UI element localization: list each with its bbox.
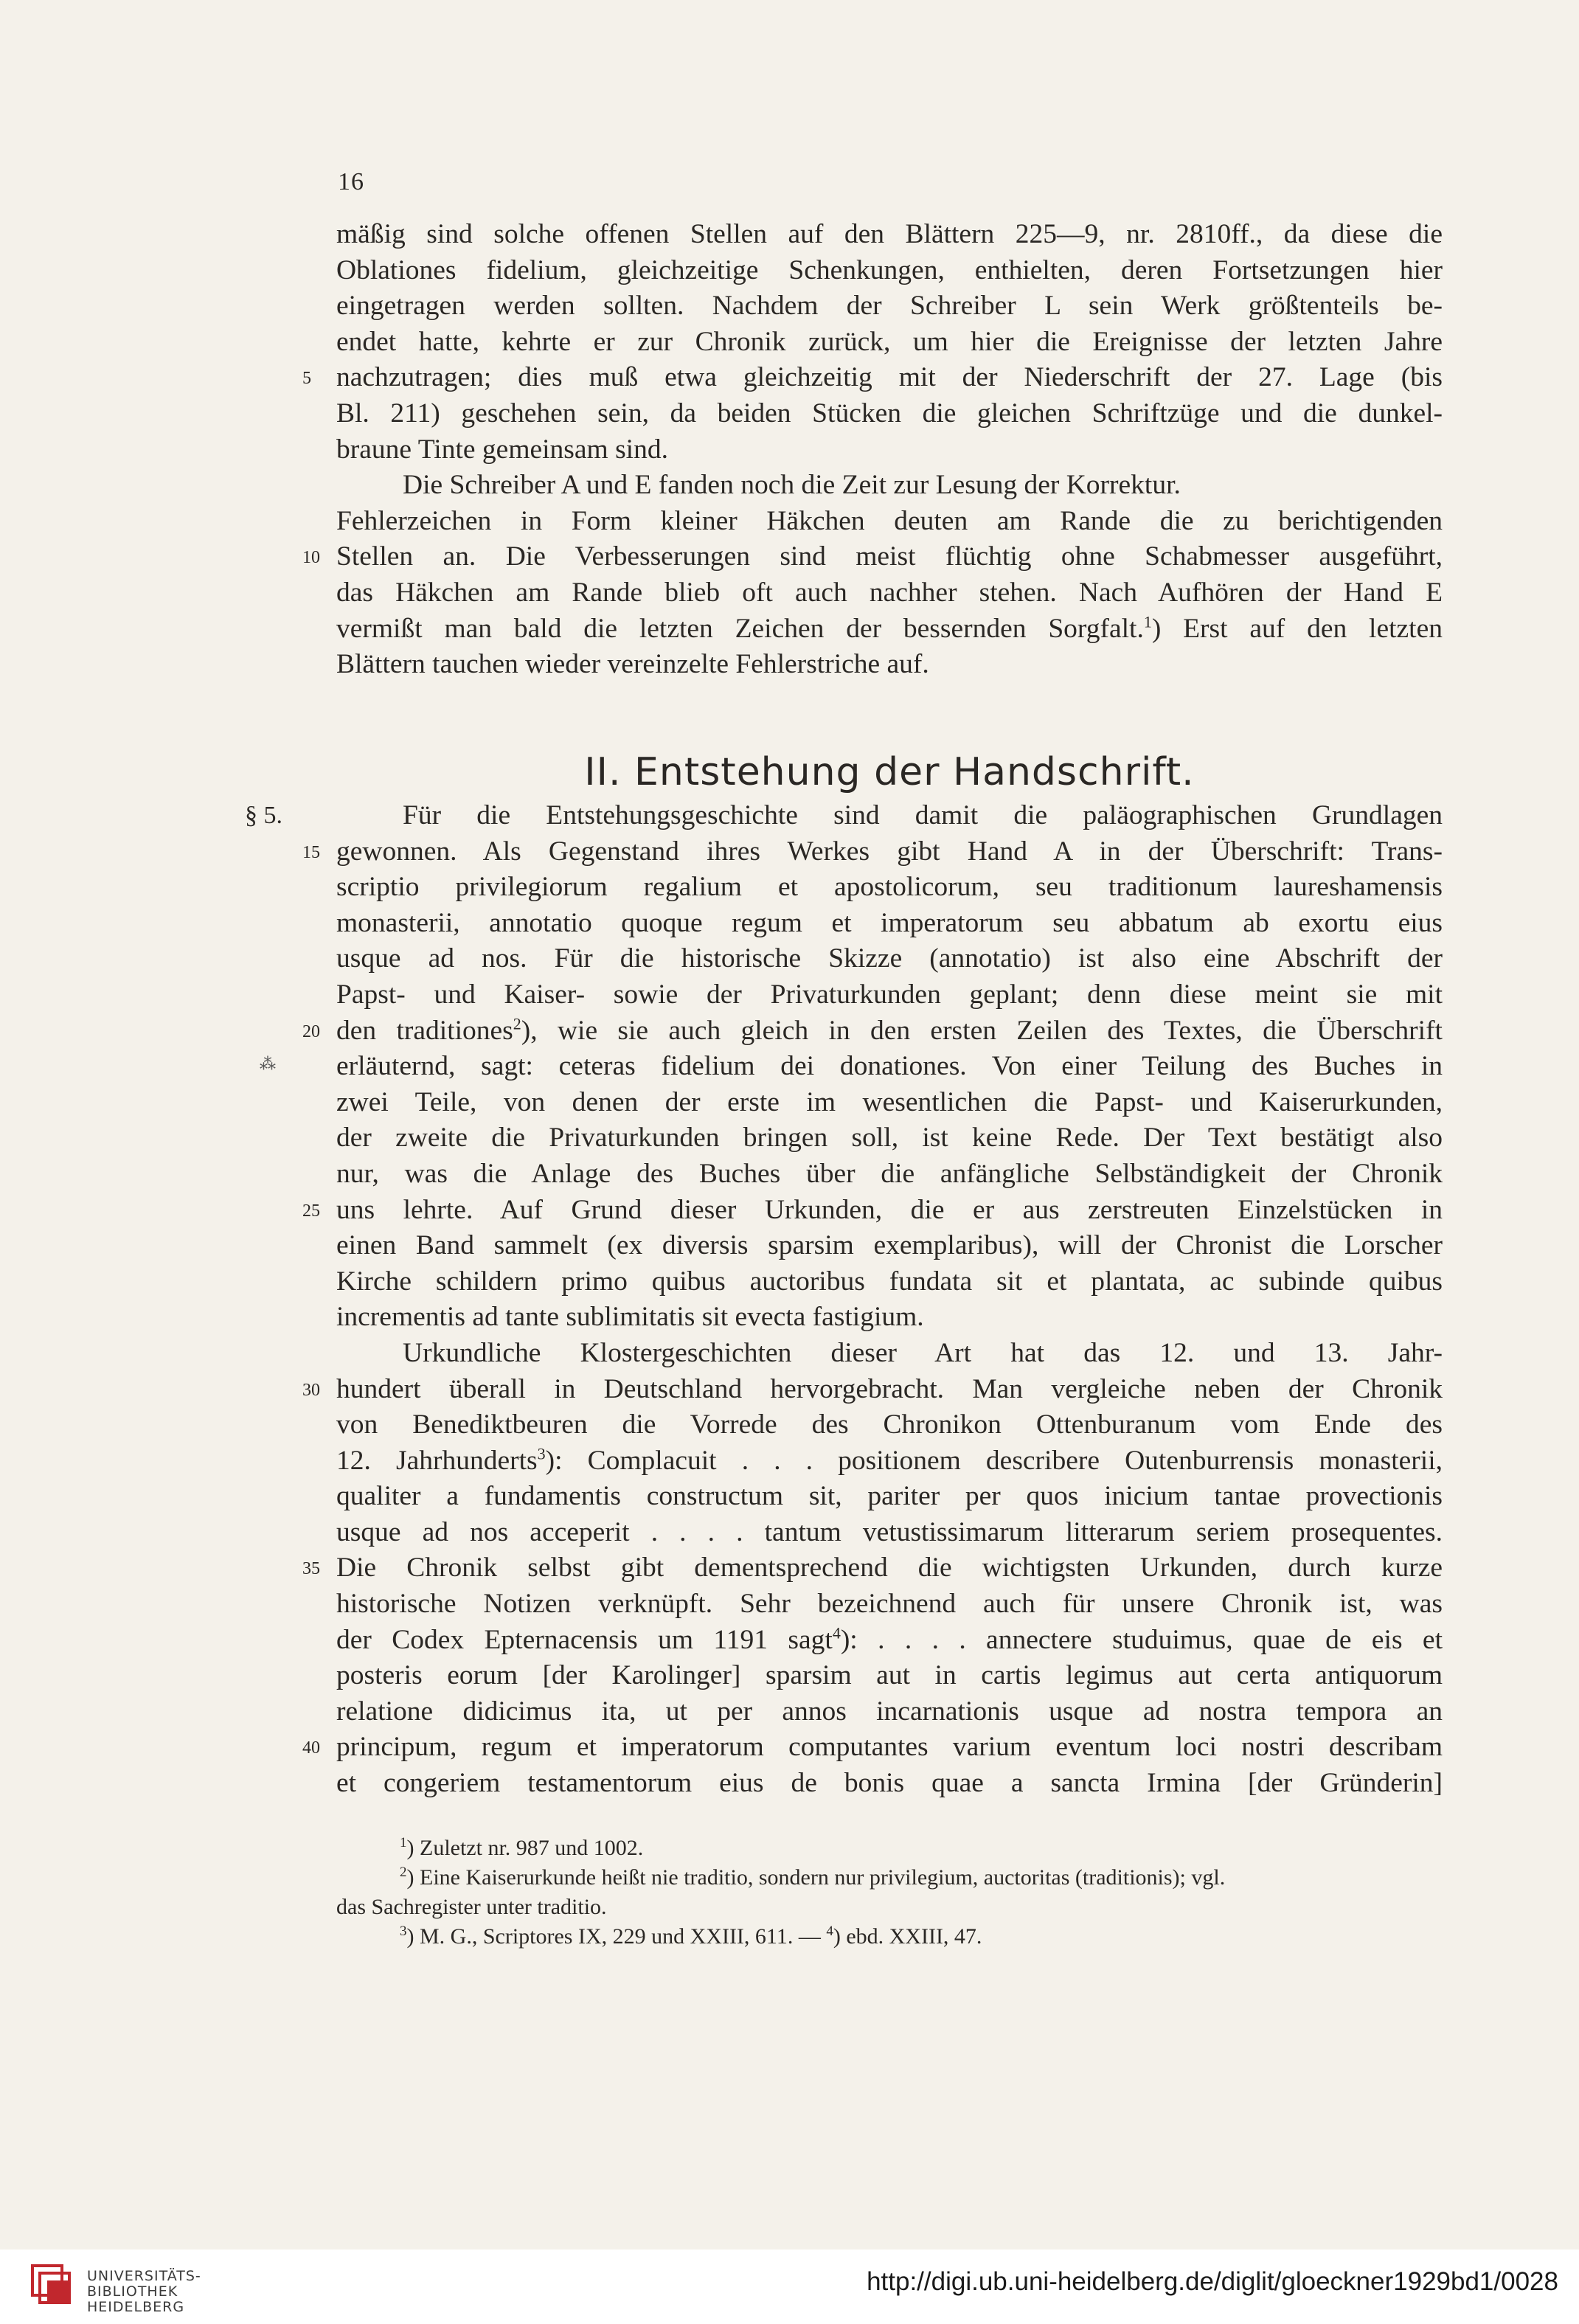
- text-line: nur, was die Anlage des Buches über die anfängliche Selbständigkeit der Chronik: [336, 1158, 1443, 1189]
- margin-arrow-icon: ⁂: [260, 1055, 276, 1073]
- footnote-ref: 1: [1143, 612, 1152, 631]
- text-line: 30 hundert überall in Deutschland hervorgebracht. Man vergleiche neben der Chronik: [336, 1372, 1443, 1408]
- text-line: relatione didicimus ita, ut per annos incarnationis usque ad nostra tempora an: [336, 1696, 1443, 1727]
- text-line: 40 principum, regum et imperatorum computantes varium eventum loci nostri describam: [336, 1730, 1443, 1766]
- text-line: 10 Stellen an. Die Verbesserungen sind meist flüchtig ohne Schabmesser ausgeführt,: [336, 539, 1443, 575]
- source-url-link[interactable]: http://digi.ub.uni-heidelberg.de/diglit/gloeckner1929bd1/0028: [867, 2267, 1558, 2296]
- viewer-footer: [0, 2250, 1579, 2324]
- text-line: Urkundliche Klostergeschichten dieser Art hat das 12. und 13. Jahr-: [403, 1337, 1443, 1368]
- page-number: 16: [338, 168, 364, 195]
- text-line: 15 gewonnen. Als Gegenstand ihres Werkes gibt Hand A in der Überschrift: Trans-: [336, 834, 1443, 870]
- text-line: vermißt man bald die letzten Zeichen der bessernden Sorgfalt.$^1$) Erst auf den letzten: [336, 612, 1443, 644]
- text-line: 35 Die Chronik selbst gibt dementsprechend die wichtigsten Urkunden, durch kurze: [336, 1550, 1443, 1586]
- text-line: Fehlerzeichen in Form kleiner Häkchen deuten am Rande die zu berichtigenden: [336, 505, 1443, 536]
- footnote-ref: 2: [513, 1014, 521, 1033]
- text-line: Für die Entstehungsgeschichte sind damit die paläographischen Grundlagen: [403, 800, 1443, 830]
- text-line: et congeriem testamentorum eius de bonis quae a sancta Irmina [der Gründerin]: [336, 1768, 1443, 1799]
- line-number: 5: [302, 369, 311, 389]
- text-line: Kirche schildern primo quibus auctoribus fundata sit et plantata, ac subinde quibus: [336, 1266, 1443, 1297]
- text-line: eingetragen werden sollten. Nachdem der Schreiber L sein Werk größtenteils be-: [336, 291, 1443, 322]
- text-line: der zweite die Privaturkunden bringen soll, ist keine Rede. Der Text bestätigt also: [336, 1123, 1443, 1154]
- text-line: 12. Jahrhunderts$^3$): Complacuit . . . positionem describere Outenburrensis monasterii,: [336, 1444, 1443, 1476]
- line-number: 10: [302, 548, 320, 568]
- text-line: Blättern tauchen wieder vereinzelte Fehlerstriche auf.: [336, 649, 929, 680]
- text-line: incrementis ad tante sublimitatis sit evecta fastigium.: [336, 1302, 924, 1333]
- line-number: 40: [302, 1738, 320, 1758]
- line-number: 20: [302, 1021, 320, 1041]
- text-line: 5 nachzutragen; dies muß etwa gleichzeitig mit der Niederschrift der 27. Lage (bis: [336, 360, 1443, 396]
- footnotes: [336, 1834, 1443, 1952]
- paragraph-1: [302, 217, 1443, 683]
- text-line: der Codex Epternacensis um 1191 sagt$^4$): . . . . annectere studuimus, quae de eis et: [336, 1623, 1443, 1655]
- text-line: mäßig sind solche offenen Stellen auf den Blättern 225—9, nr. 2810ff., da diese die: [336, 219, 1443, 249]
- text-line: Bl. 211) geschehen sein, da beiden Stücken die gleichen Schriftzüge und die dunkel-: [336, 398, 1443, 429]
- text-line: Die Schreiber A und E fanden noch die Zeit zur Lesung der Korrektur.: [403, 470, 1181, 501]
- footnote: das Sachregister unter traditio.: [336, 1895, 607, 1919]
- text-line: Oblationes fidelium, gleichzeitige Schenkungen, enthielten, deren Fortsetzungen hier: [336, 254, 1443, 285]
- footnote: $^2$) Eine Kaiserurkunde heißt nie traditio, sondern nur privilegium, auctoritas (traditionis); vgl.: [400, 1865, 1226, 1890]
- footnote-ref: 3: [537, 1444, 546, 1463]
- text-line: usque ad nos. Für die historische Skizze (annotatio) ist also eine Abschrift der: [336, 943, 1443, 974]
- section-heading: II. Entstehung der Handschrift.: [584, 750, 1195, 794]
- line-number: 30: [302, 1380, 320, 1400]
- library-name: UNIVERSITÄTS- BIBLIOTHEK HEIDELBERG: [87, 2268, 201, 2315]
- text-line: scriptio privilegiorum regalium et apostolicorum, seu traditionum laureshamensis: [336, 872, 1443, 903]
- text-line: posteris eorum [der Karolinger] sparsim aut in cartis legimus aut certa antiquorum: [336, 1660, 1443, 1691]
- text-line: erläuternd, sagt: ceteras fidelium dei donationes. Von einer Teilung des Buches in: [336, 1051, 1443, 1082]
- text-line: historische Notizen verknüpft. Sehr bezeichnend auch für unsere Chronik ist, was: [336, 1589, 1443, 1620]
- text-line: monasterii, annotatio quoque regum et imperatorum seu abbatum ab exortu eius: [336, 907, 1443, 938]
- text-line: 25 uns lehrte. Auf Grund dieser Urkunden, die er aus zerstreuten Einzelstücken in: [336, 1193, 1443, 1229]
- footnote: $^1$) Zuletzt nr. 987 und 1002.: [400, 1835, 644, 1860]
- section-mark: § 5.: [245, 802, 282, 829]
- line-number: 35: [302, 1559, 320, 1579]
- line-number: 25: [302, 1201, 320, 1221]
- text-line: Papst- und Kaiser- sowie der Privaturkunden geplant; denn diese meint sie mit: [336, 979, 1443, 1010]
- text-line: von Benediktbeuren die Vorrede des Chronikon Ottenburanum vom Ende des: [336, 1409, 1443, 1440]
- library-logo-icon: [30, 2263, 75, 2311]
- paragraph-3: [302, 798, 1443, 1802]
- text-line: das Häkchen am Rande blieb oft auch nachher stehen. Nach Aufhören der Hand E: [336, 577, 1443, 608]
- text-line: endet hatte, kehrte er zur Chronik zurück, um hier die Ereignisse der letzten Jahre: [336, 326, 1443, 357]
- line-number: 15: [302, 842, 320, 862]
- text-line: braune Tinte gemeinsam sind.: [336, 434, 668, 465]
- text-line: usque ad nos acceperit . . . . tantum vetustissimarum litterarum seriem prosequentes.: [336, 1516, 1443, 1547]
- footnote: $^3$) M. G., Scriptores IX, 229 und XXIII, 611. — $^4$) ebd. XXIII, 47.: [400, 1924, 982, 1949]
- text-line: 20 den traditiones$^2$), wie sie auch gleich in den ersten Zeilen des Textes, die Überschrift: [336, 1013, 1443, 1050]
- text-line: qualiter a fundamentis constructum sit, pariter per quos inicium tantae provectionis: [336, 1481, 1443, 1512]
- footnote-ref: 4: [832, 1623, 841, 1643]
- text-line: zwei Teile, von denen der erste im wesentlichen die Papst- und Kaiserurkunden,: [336, 1086, 1443, 1117]
- text-line: einen Band sammelt (ex diversis sparsim exemplaribus), will der Chronist die Lorscher: [336, 1230, 1443, 1261]
